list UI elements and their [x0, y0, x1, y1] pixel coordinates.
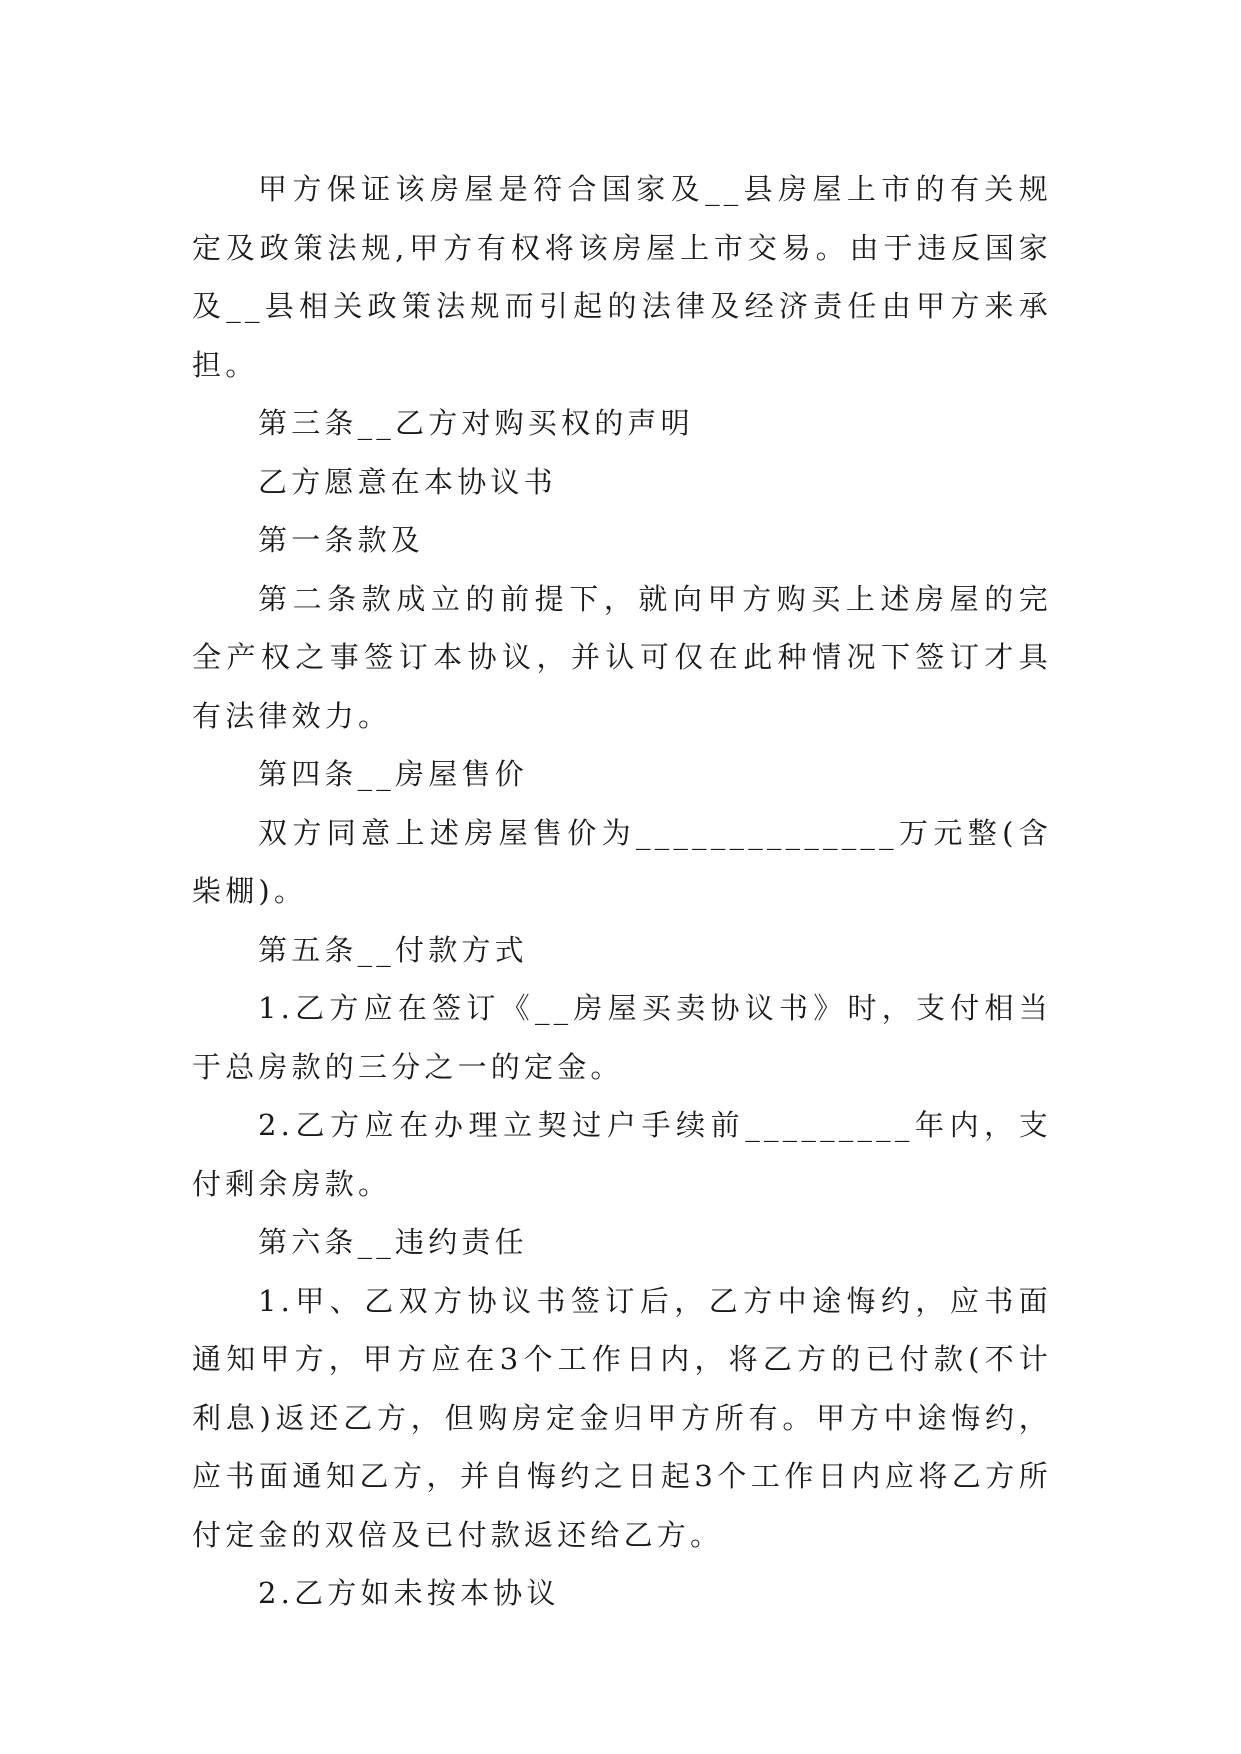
paragraph-seller-guarantee: 甲方保证该房屋是符合国家及__县房屋上市的有关规定及政策法规,甲方有权将该房屋上市交易。由于违反国家及__县相关政策法规而引起的法律及经济责任由甲方来承担。 — [192, 172, 1052, 382]
paragraph-buyer-willing: 乙方愿意在本协议书 — [258, 464, 557, 499]
paragraph-payment-1: 1.乙方应在签订《__房屋买卖协议书》时，支付相当于总房款的三分之一的定金。 — [192, 991, 1052, 1084]
paragraph-payment-2: 2.乙方应在办理立契过户手续前_________年内，支付剩余房款。 — [192, 1108, 1052, 1201]
paragraph-sale-price: 双方同意上述房屋售价为______________万元整(含柴棚)。 — [192, 815, 1052, 908]
paragraph-breach-2: 2.乙方如未按本协议 — [258, 1576, 560, 1610]
paragraph-second-clause: 第二条款成立的前提下，就向甲方购买上述房屋的完全产权之事签订本协议，并认可仅在此种情况下签订才具有法律效力。 — [192, 581, 1052, 733]
article-6-heading: 第六条__违约责任 — [258, 1225, 528, 1259]
article-5-heading: 第五条__付款方式 — [258, 932, 528, 967]
paragraph-breach-1: 1.甲、乙双方协议书签订后，乙方中途悔约，应书面通知甲方，甲方应在3个工作日内，将乙方的已付款(不计利息)返还乙方，但购房定金归甲方所有。甲方中途悔约，应书面通知乙方，并自悔约之日起3个工作日内应将乙方所付定金的双倍及已付款返还给乙方。 — [192, 1283, 1052, 1552]
document-body — [192, 160, 1052, 1623]
article-3-heading: 第三条__乙方对购买权的声明 — [258, 406, 694, 440]
article-4-heading: 第四条__房屋售价 — [258, 757, 528, 791]
paragraph-first-clause: 第一条款及 — [258, 523, 425, 557]
